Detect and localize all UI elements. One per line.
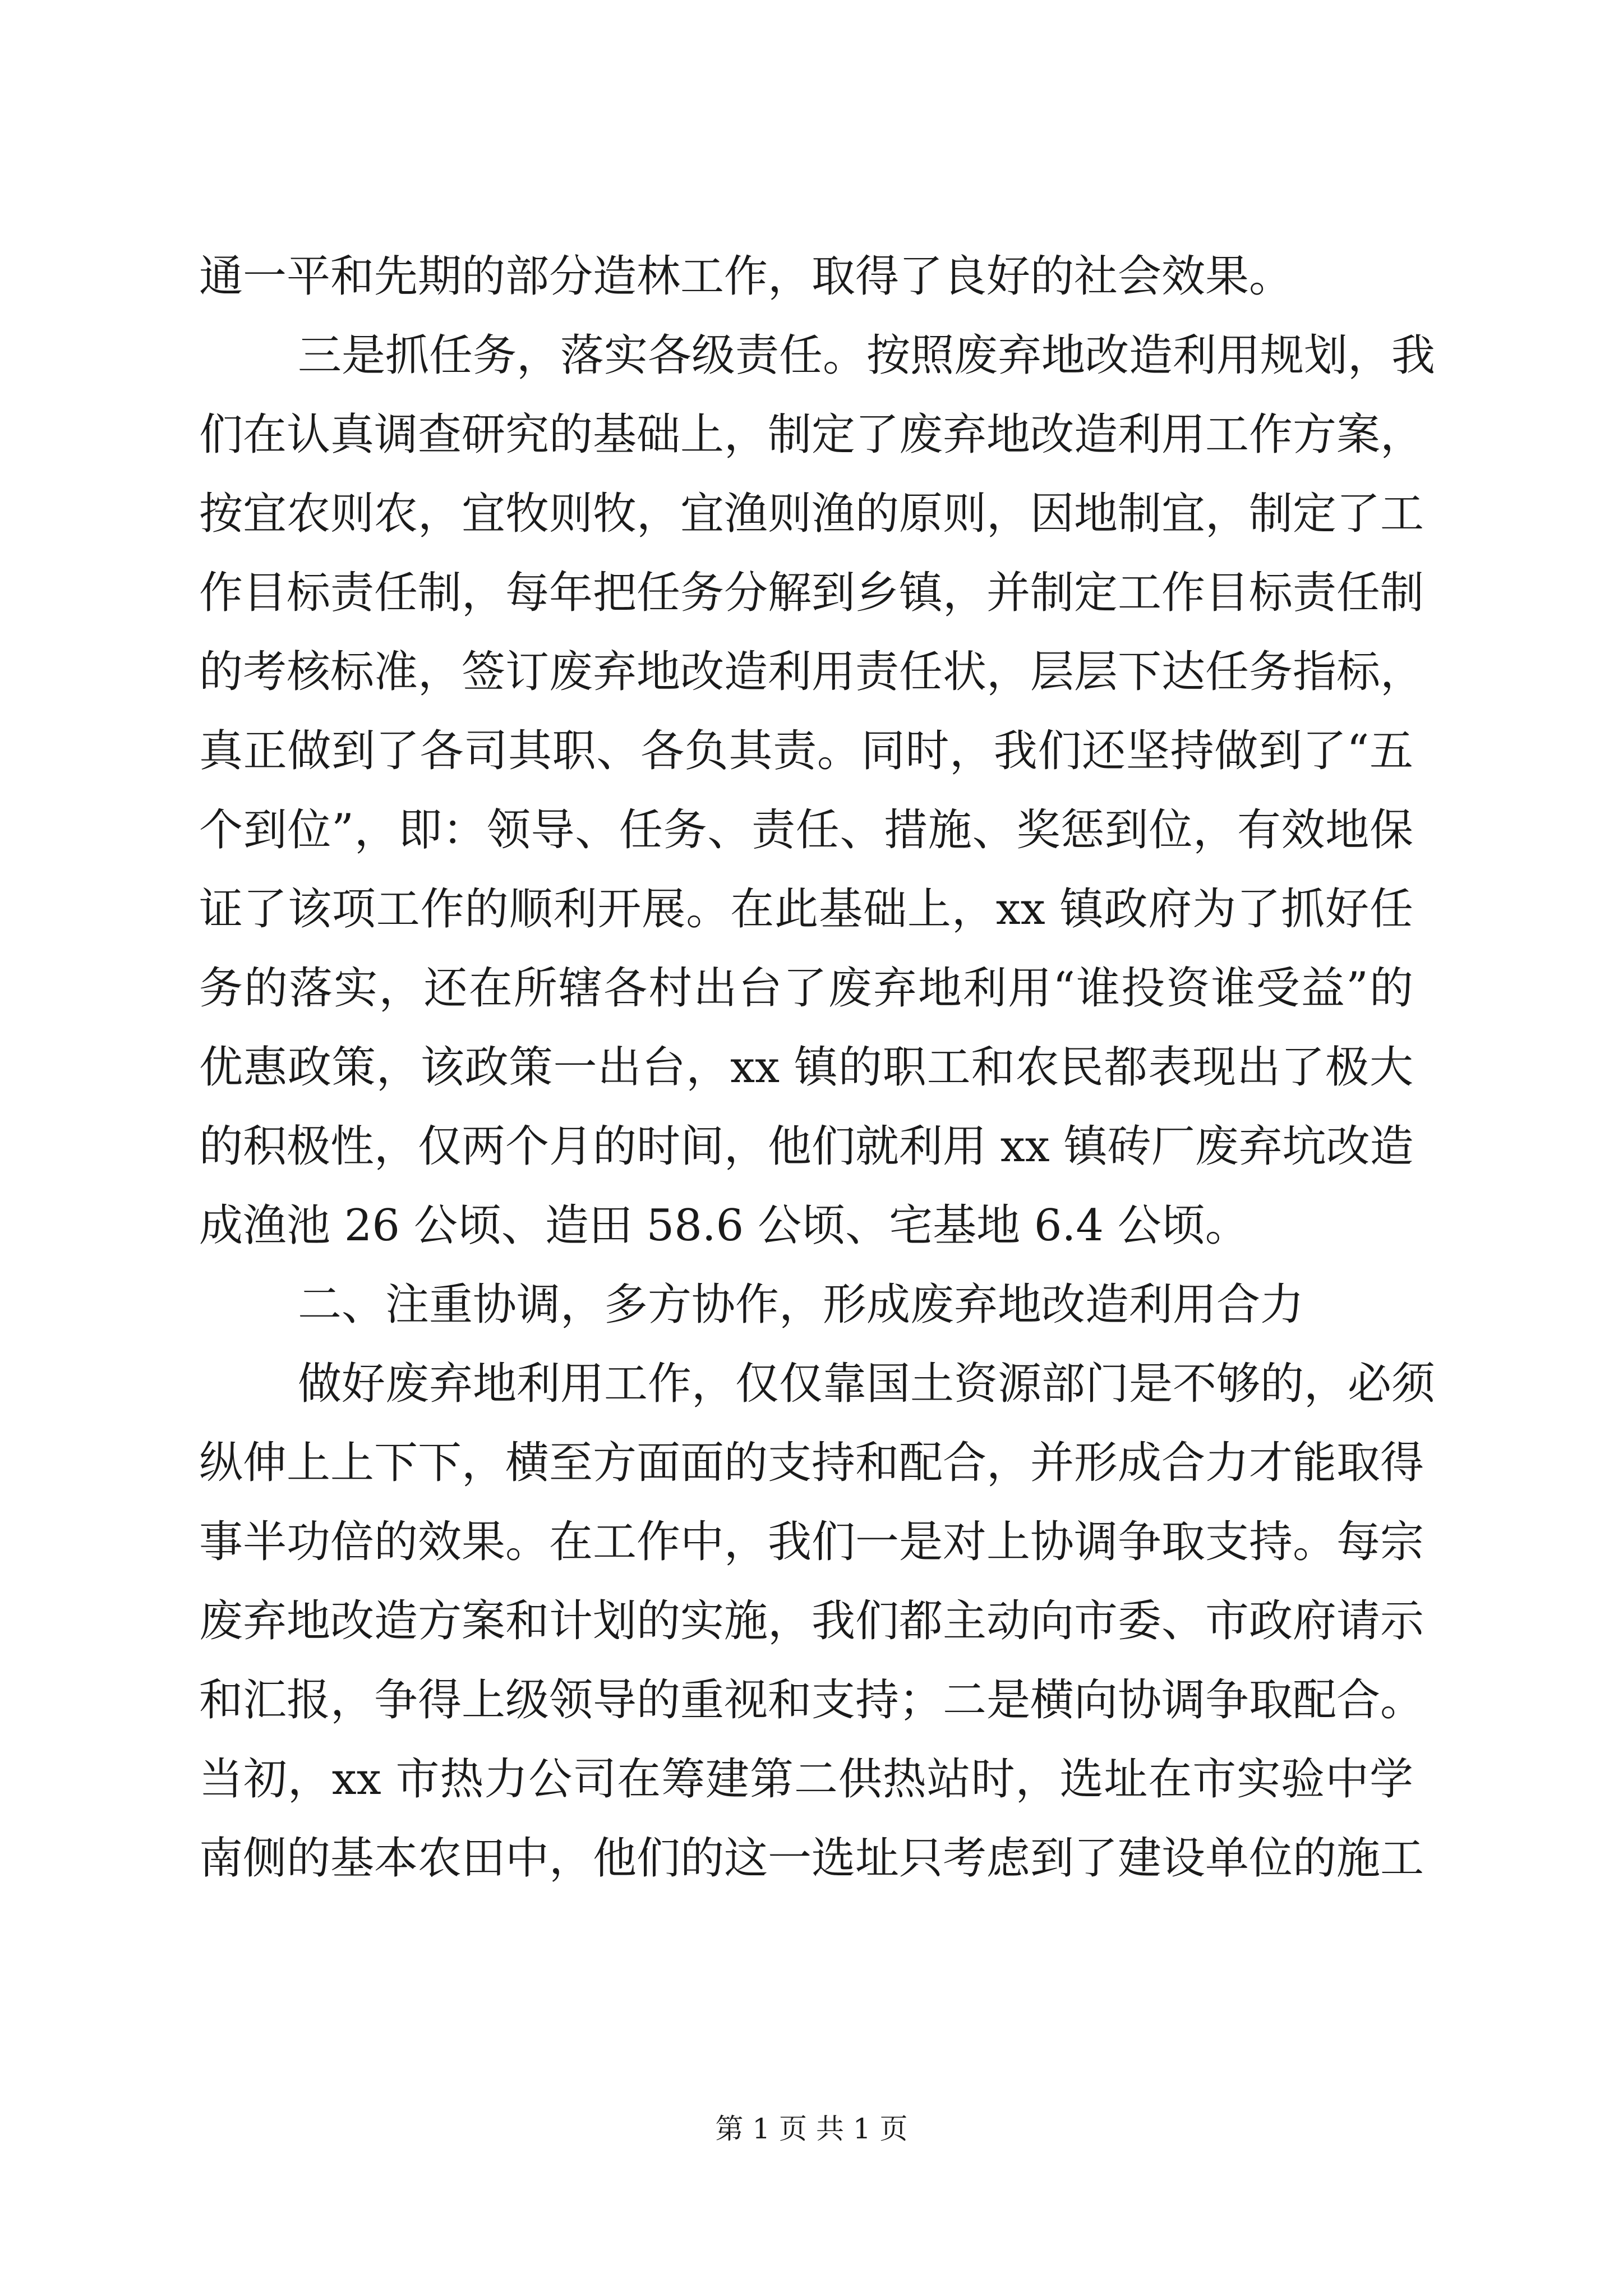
paragraph-2-line-9: 务的落实，还在所辖各村出台了废弃地利用“谁投资谁受益”的 xyxy=(199,963,1413,1014)
paragraph-2-line-2: 们在认真调查研究的基础上，制定了废弃地改造利用工作方案， xyxy=(199,409,1424,460)
paragraph-2-line-1: 三是抓任务，落实各级责任。按照废弃地改造利用规划，我 xyxy=(298,330,1436,381)
page-number-label: 第 1 页 共 1 页 xyxy=(715,2113,908,2145)
paragraph-3-line-1: 做好废弃地利用工作，仅仅靠国土资源部门是不够的，必须 xyxy=(298,1359,1436,1409)
section-heading: 二、注重协调，多方协作，形成废弃地改造利用合力 xyxy=(298,1280,1304,1330)
paragraph-3-line-6: 当初，xx 市热力公司在筹建第二供热站时，选址在市实验中学 xyxy=(199,1754,1413,1805)
paragraph-3-line-7: 南侧的基本农田中，他们的这一选址只考虑到了建设单位的施工 xyxy=(199,1833,1424,1884)
paragraph-3-line-2: 纵伸上上下下，横至方面面的支持和配合，并形成合力才能取得 xyxy=(199,1438,1424,1488)
paragraph-3-line-3: 事半功倍的效果。在工作中，我们一是对上协调争取支持。每宗 xyxy=(199,1517,1424,1567)
paragraph-2-line-7: 个到位”，即：领导、任务、责任、措施、奖惩到位，有效地保 xyxy=(199,805,1413,855)
paragraph-2-line-10: 优惠政策，该政策一出台，xx 镇的职工和农民都表现出了极大 xyxy=(199,1042,1413,1093)
paragraph-2-line-3: 按宜农则农，宜牧则牧，宜渔则渔的原则，因地制宜，制定了工 xyxy=(199,489,1424,539)
paragraph-3-line-4: 废弃地改造方案和计划的实施，我们都主动向市委、市政府请示 xyxy=(199,1596,1424,1646)
paragraph-2-line-5: 的考核标准，签订废弃地改造利用责任状，层层下达任务指标， xyxy=(199,647,1424,697)
paragraph-3-line-5: 和汇报，争得上级领导的重视和支持；二是横向协调争取配合。 xyxy=(199,1675,1424,1726)
page-footer xyxy=(0,2109,1623,2148)
paragraph-2-line-11: 的积极性，仅两个月的时间，他们就利用 xx 镇砖厂废弃坑改造 xyxy=(199,1121,1414,1172)
paragraph-2-line-6: 真正做到了各司其职、各负其责。同时，我们还坚持做到了“五 xyxy=(199,726,1413,776)
paragraph-1-line-1: 通一平和先期的部分造林工作，取得了良好的社会效果。 xyxy=(199,251,1293,302)
paragraph-2-line-4: 作目标责任制，每年把任务分解到乡镇，并制定工作目标责任制 xyxy=(199,568,1424,618)
paragraph-2-line-12: 成渔池 26 公顷、造田 58.6 公顷、宅基地 6.4 公顷。 xyxy=(199,1200,1249,1251)
paragraph-2-line-8: 证了该项工作的顺利开展。在此基础上，xx 镇政府为了抓好任 xyxy=(199,884,1413,935)
document-body xyxy=(199,237,1436,1898)
